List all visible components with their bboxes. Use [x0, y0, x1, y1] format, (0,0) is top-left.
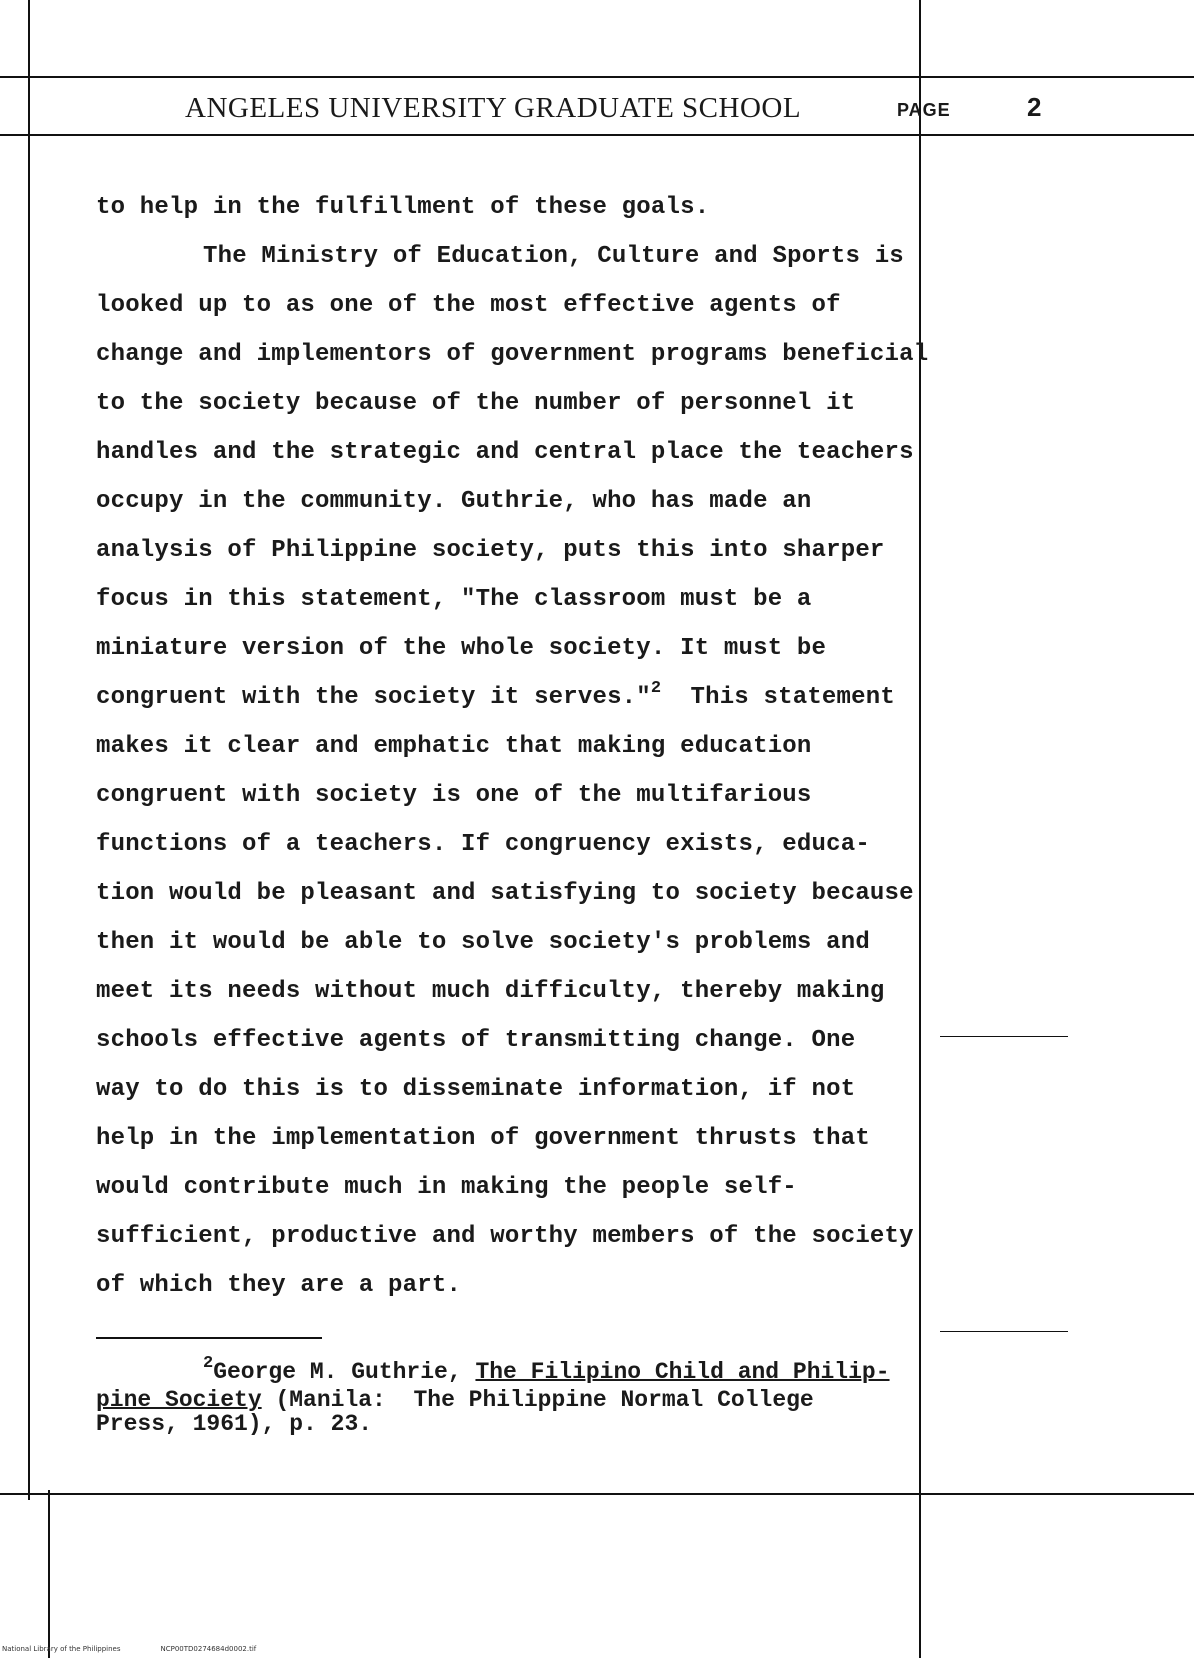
body-line: functions of a teachers. If congruency exists, educa-: [96, 831, 870, 858]
header-top-rule: [0, 76, 1194, 78]
body-line: sufficient, productive and worthy members of the society: [96, 1223, 914, 1250]
footnote-book-title: The Filipino Child and Philip-: [475, 1359, 890, 1385]
body-line-tail: This statement: [661, 684, 895, 711]
body-line: The Ministry of Education, Culture and Sports is: [203, 243, 904, 270]
right-margin-rule: [919, 0, 921, 1658]
footnote-separator: [96, 1337, 322, 1339]
footer-rule: [0, 1493, 1194, 1495]
footnote-line: [96, 1388, 814, 1412]
body-line: focus in this statement, "The classroom must be a: [96, 586, 812, 613]
right-column-rule-1: [940, 1036, 1068, 1037]
right-column-rule-2: [940, 1331, 1068, 1332]
body-line: congruent with society is one of the multifarious: [96, 782, 812, 809]
body-line: help in the implementation of government thrusts that: [96, 1125, 870, 1152]
footnote-author: George M. Guthrie,: [213, 1359, 476, 1385]
footnote-marker: 2: [203, 1354, 214, 1373]
body-line: meet its needs without much difficulty, thereby making: [96, 978, 885, 1005]
body-line: miniature version of the whole society. It must be: [96, 635, 827, 662]
body-line: handles and the strategic and central place the teachers: [96, 439, 914, 466]
body-line: tion would be pleasant and satisfying to society because: [96, 880, 914, 907]
page-header-title: ANGELES UNIVERSITY GRADUATE SCHOOL: [185, 92, 802, 124]
body-line: analysis of Philippine society, puts this into sharper: [96, 537, 885, 564]
scan-source-label: [2, 1645, 296, 1653]
footnote-line: [203, 1354, 890, 1387]
footnote-publisher: (Manila: The Philippine Normal College: [261, 1387, 814, 1413]
page-label: PAGE: [897, 100, 951, 120]
body-line: change and implementors of government programs beneficial: [96, 341, 929, 368]
body-line-with-footnote-ref: [96, 679, 895, 715]
quote-end-text: congruent with the society it serves.": [96, 684, 651, 711]
body-line: then it would be able to solve society's problems and: [96, 929, 870, 956]
footnote-book-title-cont: pine Society: [96, 1387, 262, 1413]
left-margin-rule: [28, 0, 30, 1500]
footnote-line: Press, 1961), p. 23.: [96, 1411, 373, 1437]
scan-file-id: NCP00TD0274684d0002.tif: [160, 1645, 257, 1653]
footnote-reference: 2: [650, 679, 662, 698]
body-line: makes it clear and emphatic that making education: [96, 733, 812, 760]
left-margin-rule-lower: [48, 1490, 50, 1658]
page-number: 2: [1027, 92, 1042, 122]
body-line: way to do this is to disseminate information, if not: [96, 1076, 856, 1103]
body-line: to the society because of the number of personnel it: [96, 390, 856, 417]
body-line: schools effective agents of transmitting change. One: [96, 1027, 856, 1054]
body-line: would contribute much in making the people self-: [96, 1174, 797, 1201]
body-line: looked up to as one of the most effective agents of: [96, 292, 841, 319]
header-bottom-rule: [0, 134, 1194, 136]
body-line: to help in the fulfillment of these goals.: [96, 194, 710, 221]
body-line: occupy in the community. Guthrie, who has made an: [96, 488, 812, 515]
scan-source-text: National Library of the Philippines: [2, 1645, 121, 1653]
body-line: of which they are a part.: [96, 1272, 462, 1299]
